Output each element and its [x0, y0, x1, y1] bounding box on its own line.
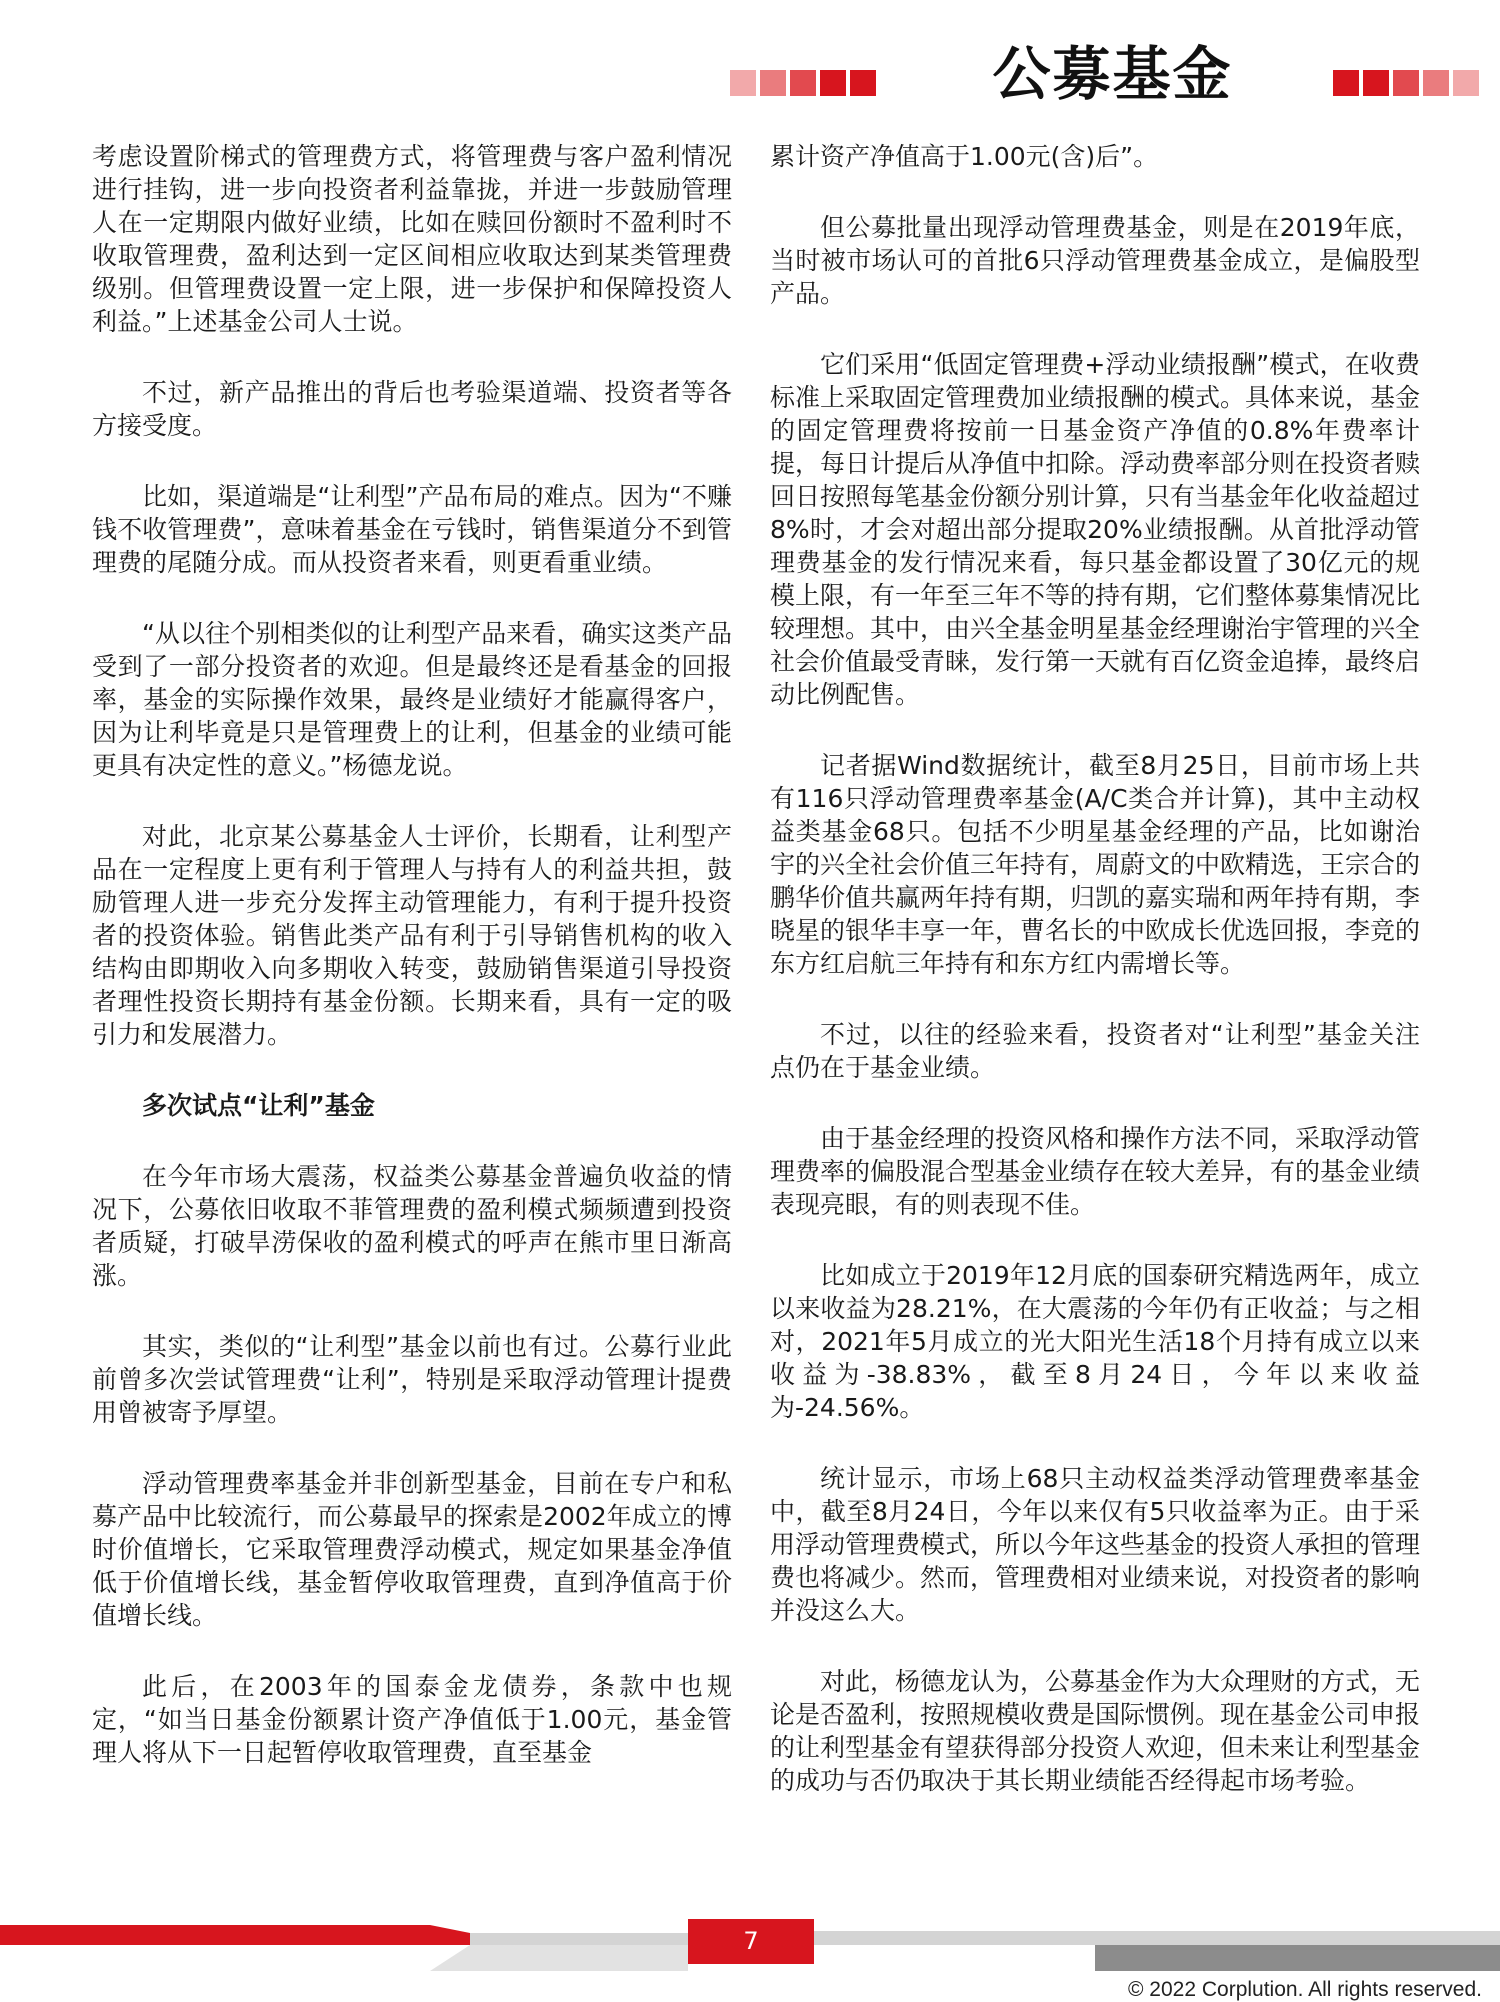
paragraph: 对此，北京某公募基金人士评价，长期看，让利型产品在一定程度上更有利于管理人与持有人的利益共担，鼓励管理人进一步充分发挥主动管理能力，有利于提升投资者的投资体验。销售此类产品有利于引导销售机构的收入结构由即期收入向多期收入转变，鼓励销售渠道引导投资者理性投资长期持有基金份额。长期来看，具有一定的吸引力和发展潜力。	[92, 822, 732, 1049]
page-footer	[0, 1915, 1500, 2000]
section-title: 公募基金	[992, 40, 1233, 108]
footer-gray-bar	[1095, 1945, 1500, 1971]
deco-square	[760, 70, 786, 96]
section-heading: 多次试点“让利”基金	[142, 1091, 375, 1120]
deco-square	[730, 70, 756, 96]
paragraph: 考虑设置阶梯式的管理费方式，将管理费与客户盈利情况进行挂钩，进一步向投资者利益靠拢，并进一步鼓励管理人在一定期限内做好业绩，比如在赎回份额时不盈利时不收取管理费，盈利达到一定区间相应收取达到某类管理费级别。但管理费设置一定上限，进一步保护和保障投资人利益。”上述基金公司人士说。	[92, 142, 732, 336]
footer-light-bar-lower	[430, 1945, 688, 1971]
paragraph: 比如成立于2019年12月底的国泰研究精选两年，成立以来收益为28.21%，在大震荡的今年仍有正收益；与之相对，2021年5月成立的光大阳光生活18个月持有成立以来收益为-38.83%，截至8月24日，今年以来收益为-24.56%。	[770, 1261, 1420, 1422]
paragraph: 对此，杨德龙认为，公募基金作为大众理财的方式，无论是否盈利，按照规模收费是国际惯例。现在基金公司申报的让利型基金有望获得部分投资人欢迎，但未来让利型基金的成功与否仍取决于其长期业绩能否经得起市场考验。	[770, 1667, 1421, 1795]
deco-square	[850, 70, 876, 96]
header-decoration-left	[730, 70, 876, 96]
deco-square	[820, 70, 846, 96]
footer-right-light	[814, 1931, 1500, 1945]
copyright-text: © 2022 Corplution. All rights reserved.	[1128, 1978, 1482, 2001]
deco-square	[1453, 70, 1479, 96]
paragraph: 其实，类似的“让利型”基金以前也有过。公募行业此前曾多次尝试管理费“让利”，特别是采取浮动管理计提费用曾被寄予厚望。	[92, 1332, 732, 1427]
paragraph: 不过，新产品推出的背后也考验渠道端、投资者等各方接受度。	[92, 378, 732, 440]
paragraph: 统计显示，市场上68只主动权益类浮动管理费率基金中，截至8月24日，今年以来仅有5只收益率为正。由于采用浮动管理费模式，所以今年这些基金的投资人承担的管理费也将减少。然而，管理费相对业绩来说，对投资者的影响并没这么大。	[770, 1464, 1421, 1625]
deco-square	[1333, 70, 1359, 96]
paragraph: 它们采用“低固定管理费+浮动业绩报酬”模式，在收费标准上采取固定管理费加业绩报酬的模式。具体来说，基金的固定管理费将按前一日基金资产净值的0.8%年费率计提，每日计提后从净值中扣除。浮动费率部分则在投资者赎回日按照每笔基金份额分别计算，只有当基金年化收益超过8%时，才会对超出部分提取20%业绩报酬。从首批浮动管理费基金的发行情况来看，每只基金都设置了30亿元的规模上限，有一年至三年不等的持有期，它们整体募集情况比较理想。其中，由兴全基金明星基金经理谢治宇管理的兴全社会价值最受青睐，发行第一天就有百亿资金追捧，最终启动比例配售。	[770, 350, 1421, 709]
paragraph: “从以往个别相类似的让利型产品来看，确实这类产品受到了一部分投资者的欢迎。但是最终还是看基金的回报率，基金的实际操作效果，最终是业绩好才能赢得客户，因为让利毕竟是只是管理费上的让利，但基金的业绩可能更具有决定性的意义。”杨德龙说。	[92, 619, 732, 780]
deco-square	[1423, 70, 1449, 96]
deco-square	[1393, 70, 1419, 96]
paragraph: 累计资产净值高于1.00元(含)后”。	[770, 142, 1159, 171]
page-header	[0, 0, 1500, 125]
paragraph: 在今年市场大震荡，权益类公募基金普遍负收益的情况下，公募依旧收取不菲管理费的盈利模式频频遭到投资者质疑，打破旱涝保收的盈利模式的呼声在熊市里日渐高涨。	[92, 1162, 732, 1290]
article-column-left	[92, 140, 732, 1807]
paragraph: 不过，以往的经验来看，投资者对“让利型”基金关注点仍在于基金业绩。	[770, 1020, 1420, 1082]
footer-light-bar	[470, 1933, 688, 1945]
deco-square	[790, 70, 816, 96]
header-decoration-right	[1333, 70, 1479, 96]
paragraph: 但公募批量出现浮动管理费基金，则是在2019年底，当时被市场认可的首批6只浮动管理费基金成立，是偏股型产品。	[770, 213, 1420, 308]
deco-square	[1363, 70, 1389, 96]
paragraph: 记者据Wind数据统计，截至8月25日，目前市场上共有116只浮动管理费率基金(A/C类合并计算)，其中主动权益类基金68只。包括不少明星基金经理的产品，比如谢治宇的兴全社会价值三年持有，周蔚文的中欧精选，王宗合的鹏华价值共赢两年持有期，归凯的嘉实瑞和两年持有期，李晓星的银华丰享一年，曹名长的中欧成长优选回报，李竞的东方红启航三年持有和东方红内需增长等。	[770, 751, 1421, 978]
paragraph: 由于基金经理的投资风格和操作方法不同，采取浮动管理费率的偏股混合型基金业绩存在较大差异，有的基金业绩表现亮眼，有的则表现不佳。	[770, 1124, 1421, 1219]
article-column-right	[770, 140, 1420, 1835]
paragraph: 比如，渠道端是“让利型”产品布局的难点。因为“不赚钱不收管理费”，意味着基金在亏钱时，销售渠道分不到管理费的尾随分成。而从投资者来看，则更看重业绩。	[92, 482, 732, 577]
page-number: 7	[743, 1927, 759, 1955]
paragraph: 此后，在2003年的国泰金龙债券，条款中也规定，“如当日基金份额累计资产净值低于1.00元，基金管理人将从下一日起暂停收取管理费，直至基金	[92, 1672, 732, 1767]
footer-red-bar	[0, 1925, 470, 1945]
paragraph: 浮动管理费率基金并非创新型基金，目前在专户和私募产品中比较流行，而公募最早的探索是2002年成立的博时价值增长，它采取管理费浮动模式，规定如果基金净值低于价值增长线，基金暂停收取管理费，直到净值高于价值增长线。	[92, 1469, 732, 1630]
